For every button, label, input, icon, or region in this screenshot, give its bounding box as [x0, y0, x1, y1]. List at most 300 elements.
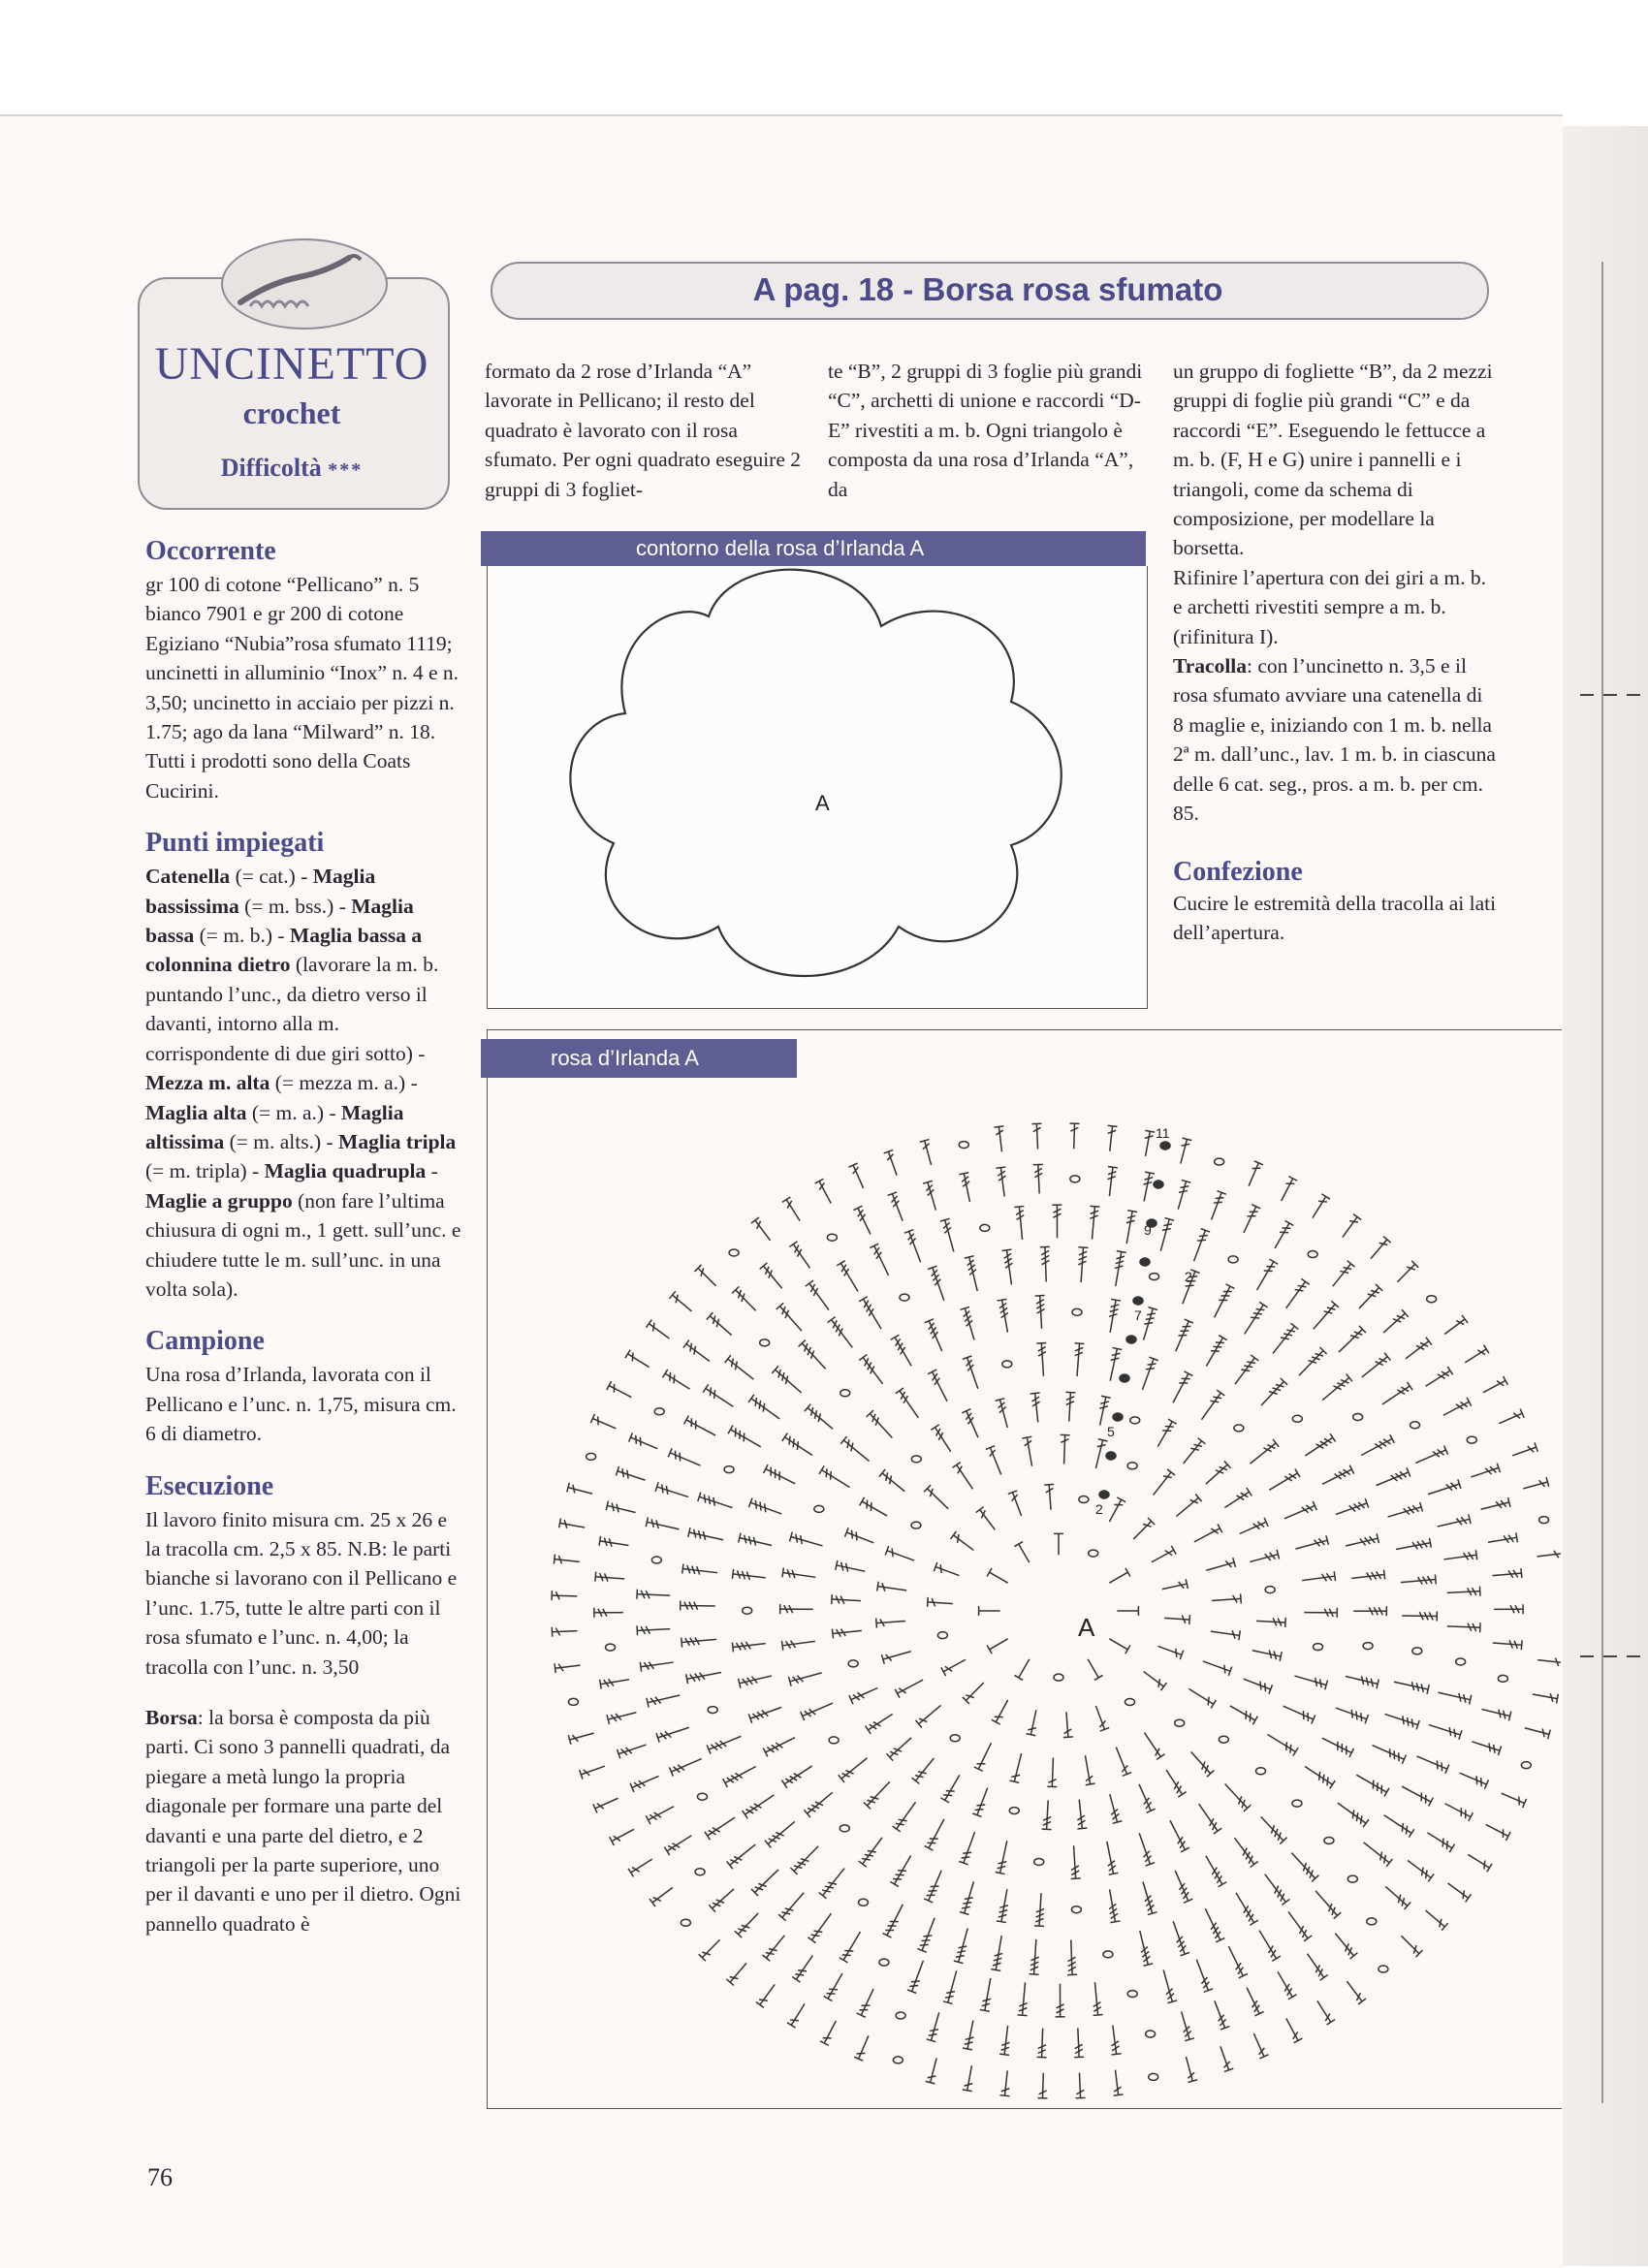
stitch-symbol — [1537, 1549, 1561, 1561]
stitch-symbol — [1470, 1464, 1501, 1482]
round-number: 7 — [1134, 1307, 1142, 1323]
stitch-symbol — [1037, 2028, 1048, 2057]
page-title: A pag. 18 - Borsa rosa sfumato — [491, 264, 1485, 316]
round-start-dot — [1133, 1297, 1143, 1305]
stitch-symbol — [683, 1340, 713, 1366]
col4-text-2: Rifinire l’apertura con dei giri a m. b. e archetti rivestiti sempre a m. b. (rifinitura I). — [1173, 563, 1497, 651]
stitch-symbol — [1252, 1259, 1278, 1292]
stitch-symbol — [1030, 1393, 1043, 1423]
stitch-symbol — [1261, 1872, 1290, 1906]
stitch-symbol — [920, 1140, 936, 1167]
stitch-symbol — [629, 1433, 660, 1453]
chain-symbol — [1363, 1643, 1373, 1650]
stitch-symbol — [857, 1987, 878, 2017]
chain-symbol — [1256, 1768, 1266, 1775]
stitch-symbol — [1522, 1477, 1549, 1494]
stitch-symbol — [682, 1564, 718, 1578]
stitch-symbol — [849, 1163, 869, 1190]
stitch-symbol — [959, 1173, 974, 1203]
chain-symbol — [1034, 1858, 1044, 1865]
stitch-symbol — [552, 1626, 577, 1637]
stitch-symbol — [580, 1761, 607, 1779]
stitch-symbol — [1413, 1445, 1447, 1467]
stitch-symbol — [928, 1370, 951, 1403]
stitch-symbol — [996, 1840, 1012, 1874]
stitch-symbol — [987, 1568, 1010, 1588]
stitch-symbol — [664, 1831, 694, 1855]
chain-symbol — [708, 1707, 717, 1714]
stitch-symbol — [1164, 1613, 1190, 1624]
stitch-symbol — [1014, 1656, 1033, 1680]
stitch-symbol — [1031, 1123, 1042, 1149]
stitch-symbol — [1158, 1969, 1177, 2002]
stitch-symbol — [1354, 1771, 1389, 1797]
stitch-symbol — [1487, 1532, 1517, 1547]
stitch-symbol — [1329, 1261, 1355, 1290]
chain-symbol — [1456, 1658, 1466, 1665]
stitch-symbol — [1437, 1687, 1471, 1704]
round-start-dot — [1120, 1374, 1129, 1382]
chain-symbol — [1367, 1918, 1377, 1925]
stitch-symbol — [1334, 1703, 1368, 1723]
stitch-symbol — [646, 1802, 676, 1824]
stitch-symbol — [646, 1320, 672, 1342]
round-start-dot — [1154, 1181, 1163, 1188]
stitch-symbol — [1494, 1604, 1523, 1614]
stitch-symbol — [893, 1799, 920, 1831]
difficulty-label: Difficoltà — [221, 454, 322, 482]
stitch-symbol — [554, 1555, 580, 1567]
stitch-symbol — [725, 1355, 757, 1383]
chain-symbol — [1427, 1296, 1437, 1303]
stitch-symbol — [824, 1971, 847, 2001]
stitch-symbol — [1105, 1888, 1121, 1922]
stitch-symbol — [806, 1280, 833, 1312]
stitch-symbol — [799, 1340, 830, 1372]
stitch-symbol — [999, 2070, 1012, 2096]
cut-mark — [1580, 694, 1648, 696]
stitch-symbol — [559, 1518, 586, 1532]
round-number: 9 — [1144, 1222, 1152, 1238]
stitch-symbol — [963, 2020, 978, 2050]
stitch-symbol — [864, 1779, 894, 1810]
stitch-symbol — [1141, 1130, 1156, 1156]
chain-symbol — [729, 1249, 739, 1256]
stitch-symbol — [890, 1853, 915, 1886]
stitch-symbol — [1415, 1751, 1449, 1773]
stitch-symbol — [776, 1303, 806, 1334]
chain-symbol — [568, 1698, 578, 1705]
punti-text: Catenella (= cat.) - Maglia bassissima (= m. bss.) - Maglia bassa (= m. b.) - Maglia bassa a colonnina dietro (lavorare la m. b. puntando l’unc., da dietro verso il davanti, intorno alla m. corrispondente di due giri sotto) - Mezza m. alta (= mezza m. a.) - Maglia alta (= m. a.) - Maglia altissima (= m. alts.) - Maglia tripla (= m. tripla) - Maglia quadrupla - Maglie a gruppo (non fare l’ultima chiusura di ogni m., 1 gett. sull’unc. e chiudere tutte le m. sull’unc. in una volta sola). — [145, 862, 463, 1304]
stitch-symbol — [1445, 1879, 1472, 1902]
stitch-symbol — [1171, 1869, 1193, 1903]
stitch-symbol — [1282, 2016, 1302, 2043]
stitch-symbol — [1201, 1906, 1224, 1942]
stitch-symbol — [782, 1433, 815, 1460]
stitch-symbol — [1210, 1626, 1240, 1640]
chain-symbol — [1009, 1808, 1019, 1814]
stitch-symbol — [972, 1786, 992, 1817]
round-number: 11 — [1156, 1125, 1170, 1141]
stitch-symbol — [915, 1702, 943, 1728]
chain-symbol — [896, 2012, 905, 2019]
stitch-symbol — [885, 1546, 916, 1565]
stitch-symbol — [1173, 1494, 1201, 1520]
stitch-symbol — [1207, 1191, 1226, 1222]
stitch-symbol — [695, 1265, 720, 1289]
stitch-symbol — [1359, 1353, 1391, 1381]
stitch-symbol — [1014, 1542, 1033, 1565]
chain-symbol — [1539, 1517, 1549, 1524]
stitch-symbol — [1471, 1737, 1502, 1755]
stitch-symbol — [925, 1319, 947, 1353]
stitch-symbol — [992, 1697, 1012, 1724]
stitch-symbol — [1197, 1390, 1224, 1422]
stitch-symbol — [1257, 1813, 1287, 1844]
stitch-symbol — [804, 1788, 835, 1816]
stitch-symbol — [790, 1843, 821, 1874]
stitch-symbol — [751, 1217, 775, 1244]
stitch-symbol — [925, 1816, 949, 1850]
stitch-symbol — [819, 1865, 848, 1898]
stitch-symbol — [815, 1179, 836, 1206]
stitch-symbol — [1269, 1323, 1298, 1356]
round-start-dot — [1140, 1258, 1150, 1266]
stitch-symbol — [859, 1835, 886, 1867]
stitch-symbol — [709, 1885, 737, 1911]
page-gutter — [1563, 126, 1648, 2266]
figure-label-outline: contorno della rosa d’Irlanda A — [481, 531, 1146, 566]
round-start-dot — [1160, 1142, 1170, 1150]
stitch-symbol — [1274, 1969, 1297, 2000]
stitch-symbol — [743, 1791, 776, 1818]
chain-symbol — [654, 1408, 664, 1415]
stitch-symbol — [954, 1927, 972, 1963]
stitch-symbol — [866, 1710, 896, 1734]
stitch-symbol — [782, 1197, 804, 1223]
stitch-symbol — [877, 1582, 907, 1595]
stitch-symbol — [600, 1675, 630, 1689]
stitch-symbol — [1395, 1538, 1431, 1555]
stitch-symbol — [1351, 1570, 1385, 1584]
stitch-symbol — [1040, 1246, 1051, 1281]
stitch-symbol — [1425, 1829, 1455, 1852]
stitch-symbol — [1035, 1296, 1047, 1330]
chain-symbol — [1521, 1762, 1531, 1769]
stitch-symbol — [979, 1606, 1000, 1616]
chain-symbol — [911, 1456, 921, 1463]
stitch-symbol — [996, 1399, 1012, 1430]
stitch-symbol — [763, 1733, 797, 1756]
section-title-occorrente: Occorrente — [145, 535, 463, 568]
stitch-symbol — [1480, 1705, 1511, 1721]
stitch-symbol — [1141, 1668, 1167, 1691]
round-start-dot — [1099, 1491, 1109, 1498]
stitch-symbol — [996, 1167, 1009, 1197]
stitch-symbol — [1393, 1677, 1429, 1694]
chain-symbol — [1149, 2073, 1158, 2080]
stitch-symbol — [1302, 1762, 1335, 1788]
chain-symbol — [1353, 1413, 1363, 1420]
stitch-symbol — [1008, 1491, 1026, 1518]
stitch-symbol — [1076, 1247, 1088, 1283]
stitch-symbol — [1192, 1524, 1222, 1546]
chain-symbol — [848, 1660, 858, 1667]
round-start-dot — [1106, 1452, 1116, 1460]
stitch-symbol — [960, 1307, 978, 1340]
chain-symbol — [1379, 1966, 1388, 1972]
stitch-symbol — [931, 1425, 955, 1455]
stitch-symbol — [1069, 1845, 1081, 1879]
stitch-symbol — [1252, 1646, 1282, 1661]
stitch-symbol — [669, 1291, 694, 1314]
round-start-dot — [1126, 1336, 1136, 1343]
stitch-symbol — [1182, 2056, 1198, 2083]
stitch-symbol — [594, 1608, 623, 1618]
stitch-symbol — [1481, 1376, 1508, 1397]
stitch-symbol — [994, 1126, 1006, 1152]
stitch-symbol — [1140, 1730, 1164, 1759]
round-number: 5 — [1107, 1424, 1115, 1439]
stitch-symbol — [1231, 1355, 1258, 1387]
stitch-symbol — [1458, 1769, 1489, 1789]
stitch-symbol — [1463, 1345, 1489, 1367]
stitch-symbol — [1241, 1302, 1268, 1337]
page-number: 76 — [147, 2163, 173, 2192]
chain-symbol — [829, 1737, 839, 1744]
outline-center-letter: A — [815, 791, 830, 815]
chain-symbol — [950, 1735, 960, 1742]
chain-symbol — [681, 1919, 690, 1926]
stitch-symbol — [1310, 1301, 1339, 1332]
rose-outline-drawing — [488, 566, 1147, 1008]
stitch-symbol — [859, 1355, 886, 1387]
stitch-symbol — [607, 1708, 638, 1724]
stitch-symbol — [1309, 1194, 1330, 1220]
stitch-symbol — [698, 1493, 734, 1513]
stitch-symbol — [1117, 1606, 1138, 1616]
stitch-symbol — [646, 1517, 680, 1533]
chain-symbol — [1308, 1251, 1317, 1258]
stitch-symbol — [1130, 1518, 1155, 1542]
stitch-symbol — [998, 1299, 1013, 1333]
stitch-symbol — [640, 1657, 674, 1672]
stitch-symbol — [1492, 1568, 1522, 1580]
stitch-symbol — [1247, 1439, 1279, 1467]
chain-symbol — [814, 1505, 824, 1512]
stitch-symbol — [1394, 1261, 1418, 1286]
stitch-symbol — [895, 1676, 925, 1698]
stitch-symbol — [1002, 1249, 1017, 1285]
stitch-symbol — [1383, 1710, 1419, 1730]
esecuzione-text: Il lavoro finito misura cm. 25 x 26 e la tracolla cm. 2,5 x 85. N.B: le parti bianche si lavorano con il Pellicano e l’unc. 1.75, tutte le altre parti con il rosa sfumato e l’unc. n. 4,00; la tracolla con l’unc. n. 3,50 — [145, 1505, 463, 1682]
round-number: 2 — [1095, 1501, 1103, 1517]
stitch-symbol — [879, 1469, 908, 1496]
stitch-symbol — [1134, 1782, 1155, 1812]
stitch-symbol — [650, 1883, 676, 1906]
chain-symbol — [606, 1644, 616, 1651]
stitch-symbol — [1320, 1734, 1354, 1757]
stitch-symbol — [1189, 1229, 1210, 1263]
stitch-symbol — [1195, 1801, 1222, 1834]
stitch-symbol — [790, 1532, 824, 1551]
stitch-symbol — [1084, 1656, 1103, 1680]
stitch-symbol — [836, 1560, 866, 1576]
stitch-symbol — [1111, 1251, 1126, 1287]
stitch-symbol — [1022, 1436, 1036, 1466]
stitch-symbol — [924, 1869, 946, 1903]
stitch-symbol — [707, 1732, 743, 1754]
stitch-symbol — [1161, 1579, 1188, 1593]
stitch-symbol — [555, 1660, 581, 1673]
stitch-symbol — [1335, 1799, 1369, 1827]
stitch-symbol — [1255, 1928, 1281, 1961]
stitch-symbol — [1027, 1709, 1041, 1736]
chain-symbol — [1130, 1417, 1140, 1424]
stitch-symbol — [728, 1426, 763, 1452]
stitch-symbol — [1042, 1800, 1054, 1829]
stitch-symbol — [1442, 1315, 1468, 1339]
chain-symbol — [695, 1869, 705, 1875]
stitch-symbol — [963, 1680, 987, 1704]
chain-symbol — [858, 1899, 868, 1906]
stitch-symbol — [1427, 1479, 1461, 1498]
stitch-symbol — [923, 1181, 940, 1212]
stitch-symbol — [962, 1409, 982, 1439]
stitch-symbol — [595, 1572, 625, 1584]
chain-symbol — [840, 1825, 849, 1832]
stitch-symbol — [1370, 1741, 1406, 1764]
stitch-symbol — [1166, 1818, 1189, 1852]
stitch-symbol — [789, 1668, 823, 1686]
chain-symbol — [1219, 1736, 1228, 1743]
stitch-symbol — [808, 1910, 835, 1942]
stitch-symbol — [832, 1594, 861, 1606]
section-title-punti: Punti impiegati — [145, 827, 463, 860]
stitch-symbol — [590, 1414, 618, 1433]
stitch-symbol — [681, 1634, 717, 1647]
stitch-symbol — [1034, 1893, 1046, 1927]
stitch-symbol — [1030, 1939, 1041, 1975]
brand-title: UNCINETTO — [138, 337, 446, 391]
stitch-symbol — [928, 1597, 954, 1609]
chain-symbol — [980, 1224, 990, 1231]
stitch-symbol — [891, 1335, 916, 1368]
stitch-symbol — [1238, 1518, 1268, 1538]
stitch-symbol — [1037, 2073, 1048, 2098]
stitch-symbol — [1359, 1434, 1394, 1460]
stitch-symbol — [739, 1533, 773, 1551]
stitch-symbol — [1249, 1550, 1280, 1566]
chain-symbol — [1215, 1158, 1224, 1165]
stitch-symbol — [1312, 1888, 1341, 1919]
chain-symbol — [1347, 1875, 1357, 1882]
stitch-symbol — [760, 1263, 786, 1292]
binding-line — [1601, 262, 1603, 2103]
stitch-symbol — [1250, 2032, 1269, 2059]
stitch-symbol — [1074, 2072, 1085, 2097]
stitch-symbol — [1381, 1811, 1414, 1838]
stitch-symbol — [748, 1703, 782, 1723]
stitch-symbol — [1105, 1793, 1122, 1824]
stitch-symbol — [928, 1266, 948, 1302]
stitch-symbol — [1072, 1343, 1085, 1377]
confezione-text: Cucire le estremità della tracolla ai lati dell’apertura. — [1173, 889, 1497, 948]
stitch-symbol — [1405, 1857, 1434, 1882]
stitch-symbol — [1401, 1574, 1437, 1587]
stitch-symbol — [1202, 1853, 1227, 1886]
stitch-symbol — [1442, 1398, 1472, 1420]
stitch-symbol — [703, 1384, 736, 1410]
chain-symbol — [911, 1522, 921, 1528]
chain-symbol — [1127, 1991, 1137, 1998]
chain-symbol — [1410, 1422, 1420, 1429]
stitch-symbol — [1154, 1419, 1177, 1449]
stitch-symbol — [723, 1762, 758, 1787]
stitch-symbol — [1224, 1944, 1248, 1978]
stitch-symbol — [789, 1242, 813, 1271]
chain-symbol — [1324, 1837, 1334, 1843]
stitch-symbol — [1062, 1712, 1073, 1738]
stitch-symbol — [1239, 1205, 1260, 1235]
stitch-symbol — [1400, 1782, 1434, 1807]
stitch-symbol — [748, 1395, 782, 1423]
stitch-symbol — [1267, 1469, 1300, 1495]
stitch-symbol — [1203, 1461, 1231, 1487]
stitch-symbol — [756, 1981, 778, 2007]
stitch-symbol — [1282, 1702, 1315, 1724]
stitch-symbol — [870, 1244, 893, 1277]
stitch-symbol — [1304, 1608, 1337, 1618]
stitch-symbol — [637, 1590, 670, 1600]
stitch-symbol — [1343, 1978, 1366, 2004]
stitch-symbol — [987, 1634, 1010, 1654]
stitch-symbol — [618, 1740, 649, 1758]
stitch-symbol — [707, 1312, 735, 1339]
text-column-2: formato da 2 rose d’Irlanda “A” lavorate in Pellicano; il resto del quadrato è lavorato con il rosa sfumato. Per ogni quadrato eseguire 2 gruppi di 3 fogliet- — [485, 357, 805, 504]
stitch-symbol — [1201, 1656, 1232, 1676]
stitch-symbol — [1064, 1392, 1076, 1421]
stitch-symbol — [882, 1647, 913, 1664]
stitch-symbol — [782, 1568, 816, 1583]
stitch-symbol — [630, 1772, 661, 1792]
stitch-symbol — [1187, 1685, 1217, 1708]
stitch-symbol — [1014, 1207, 1027, 1241]
stitch-symbol — [748, 1498, 782, 1519]
stitch-symbol — [637, 1624, 670, 1636]
stitch-symbol — [781, 1762, 814, 1788]
stitch-symbol — [1500, 1789, 1527, 1808]
stitch-symbol — [960, 1880, 978, 1914]
stitch-symbol — [1510, 1442, 1537, 1460]
stitch-symbol — [1355, 1284, 1382, 1312]
stitch-symbol — [976, 1507, 999, 1533]
stitch-symbol — [1177, 2010, 1194, 2041]
stitch-symbol — [965, 1256, 982, 1292]
chain-symbol — [1002, 1361, 1012, 1368]
stitch-symbol — [860, 1497, 890, 1521]
stitch-symbol — [953, 1463, 977, 1492]
stitch-symbol — [1293, 1671, 1327, 1689]
stitch-symbol — [1168, 1920, 1188, 1956]
stitch-symbol — [1242, 1675, 1273, 1694]
stitch-symbol — [1284, 1909, 1312, 1941]
chain-symbol — [1079, 1496, 1089, 1503]
stitch-symbol — [765, 1818, 798, 1848]
chain-symbol — [1234, 1425, 1244, 1432]
crochet-chart — [487, 1029, 1561, 2107]
stitch-symbol — [1210, 1284, 1234, 1320]
